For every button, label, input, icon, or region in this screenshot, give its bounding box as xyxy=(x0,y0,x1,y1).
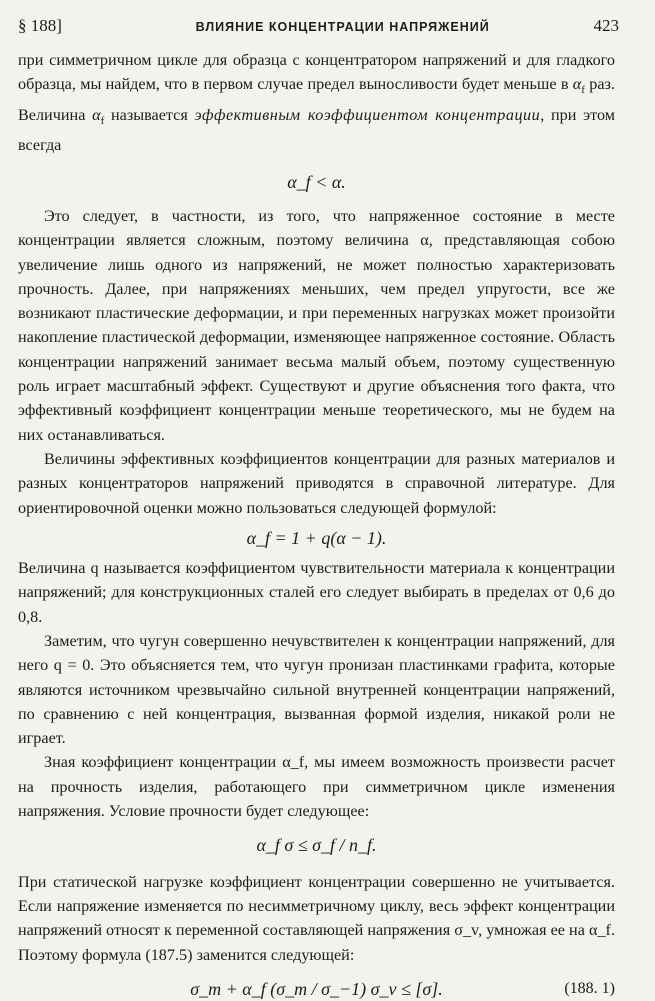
term-effective-coefficient: эффективным коэффициентом концентрации xyxy=(194,105,541,124)
equation-188-1 xyxy=(18,977,615,1001)
equation-188-1-formula: σ_m + α_f (σ_т / σ_−1) σ_v ≤ [σ]. xyxy=(190,978,443,999)
paragraph-2: Это следует, в частности, из того, что напряженное состояние в месте концентрации является сложным, поэтому величина α, представляющая собою увеличение лишь одного из напряжений, не может полностью характеризовать прочность. Далее, при напряжениях меньших, чем предел упругости, все же возникают пластические деформации, и при переменных нагрузках может произойти накопление пластической деформации, изменяющее напряженное состояние. Область концентрации напряжений занимает весьма малый объем, поэтому существенную роль играет масштабный эффект. Существуют и другие объяснения того факта, что эффективный коэффициент концентрации меньше теоретического, мы не будем на них останавливаться. xyxy=(18,206,615,444)
equation-sensitivity: α_f = 1 + q(α − 1). xyxy=(246,527,387,548)
section-number: § 188] xyxy=(18,16,62,35)
paragraph-5: Заметим, что чугун совершенно нечувствителен к концентрации напряжений, для него q = 0. Это объясняется тем, что чугун пронизан пластинками графита, которые являются источником чрезвычайно сильной внутренней концентрации напряжений, по сравнению с ней концентрация, вызванная формой изделия, никакой роли не играет. xyxy=(18,632,615,748)
paragraph-7: При статической нагрузке коэффициент концентрации совершенно не учитывается. Если напряжение изменяется по несимметричному циклу, весь эффект концентрации напряжений относят к переменной составляющей напряжения σ_v, умножая ее на α_f. Поэтому формула (187.5) заменится следующей: xyxy=(18,872,615,964)
equation-number: (188. 1) xyxy=(564,979,615,997)
paragraph-3: Величины эффективных коэффициентов концентрации для разных материалов и разных концентраторов напряжений приводятся в справочной литературе. Для ориентировочной оценки можно пользоваться следующей формулой: xyxy=(18,449,615,517)
running-title: ВЛИЯНИЕ КОНЦЕНТРАЦИИ НАПРЯЖЕНИЙ xyxy=(195,20,490,34)
paragraph-6: Зная коэффициент концентрации α_f, мы имеем возможность произвести расчет на прочность изделия, работающего при симметричном цикле изменения напряжения. Условие прочности будет следующее: xyxy=(18,753,615,821)
equation-strength-condition: α_f σ ≤ σ_f / n_f. xyxy=(256,835,377,856)
page-number: 423 xyxy=(593,16,619,35)
paragraph-1: при симметричном цикле для образца с концентратором напряжений и для гладкого образца, мы найдем, что в первом случае предел выносливости будет меньше в $\alpha_f$ раз. Величина $\alpha_f$ называется эффективным коэффициентом концентрации, при этом всегда xyxy=(18,51,615,155)
page-header xyxy=(18,14,619,48)
paragraph-4: Величина q называется коэффициентом чувствительности материала к концентрации напряжений; для конструкционных сталей его следует выбирать в пределах от 0,6 до 0,8. xyxy=(18,559,615,626)
equation-inequality: α_f < α. xyxy=(287,171,346,192)
